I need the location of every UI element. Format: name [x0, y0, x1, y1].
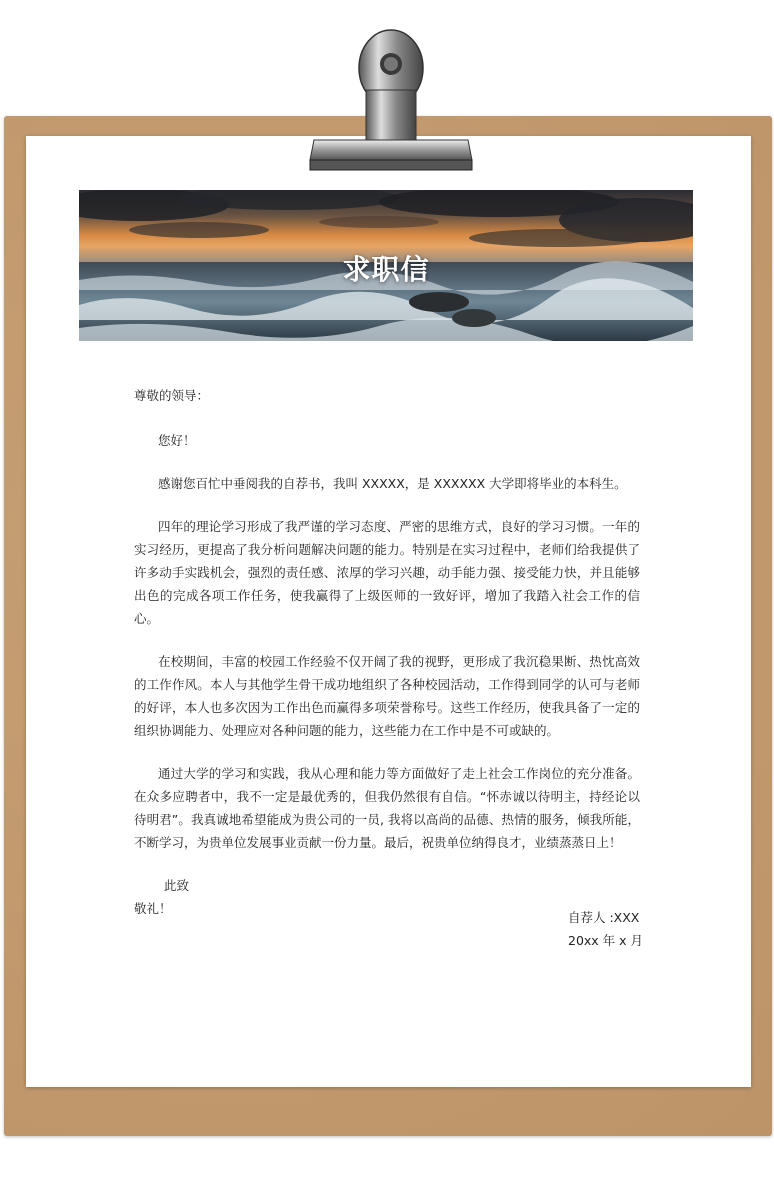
closing-line-1: 此致 [164, 878, 190, 893]
signature: 自荐人 :XXX [568, 910, 640, 925]
paragraph-campus: 在校期间，丰富的校园工作经验不仅开阔了我的视野，更形成了我沉稳果断、热忱高效的工作作风。本人与其他学生骨干成功地组织了各种校园活动，工作得到同学的认可与老师的好评，本人也多次因为工作出色而赢得多项荣誉称号。这些工作经历，使我具备了一定的组织协调能力、处理应对各种问题的能力，这些能力在工作中是不可或缺的。 [134, 654, 640, 738]
paragraph-study: 四年的理论学习形成了我严谨的学习态度、严密的思维方式，良好的学习习惯。一年的实习经历，更提高了我分析问题解决问题的能力。特别是在实习过程中，老师们给我提供了许多动手实践机会，强烈的责任感、浓厚的学习兴趣，动手能力强、接受能力快，并且能够出色的完成各项工作任务，使我赢得了上级医师的一致好评，增加了我踏入社会工作的信心。 [134, 519, 640, 626]
letter-body [134, 384, 640, 920]
banner-title: 求职信 [342, 253, 430, 286]
greeting: 您好！ [158, 433, 196, 448]
header-banner [79, 190, 693, 341]
salutation: 尊敬的领导： [134, 388, 210, 403]
date: 20xx 年 x 月 [568, 933, 644, 948]
paragraph-intro: 感谢您百忙中垂阅我的自荐书，我叫 XXXXX，是 XXXXXX 大学即将毕业的本科生。 [158, 476, 627, 491]
paragraph-closing: 通过大学的学习和实践，我从心理和能力等方面做好了走上社会工作岗位的充分准备。在众多应聘者中，我不一定是最优秀的，但我仍然很有自信。“怀赤诚以待明主，持经论以待明君”。我真诚地希望能成为贵公司的一员, 我将以高尚的品德、热情的服务，倾我所能，不断学习，为贵单位发展事业贡献一份力量。最后，祝贵单位纳得良才，业绩蒸蒸日上！ [134, 766, 640, 850]
binder-clip-icon [308, 28, 474, 178]
closing-line-2: 敬礼！ [134, 901, 172, 916]
